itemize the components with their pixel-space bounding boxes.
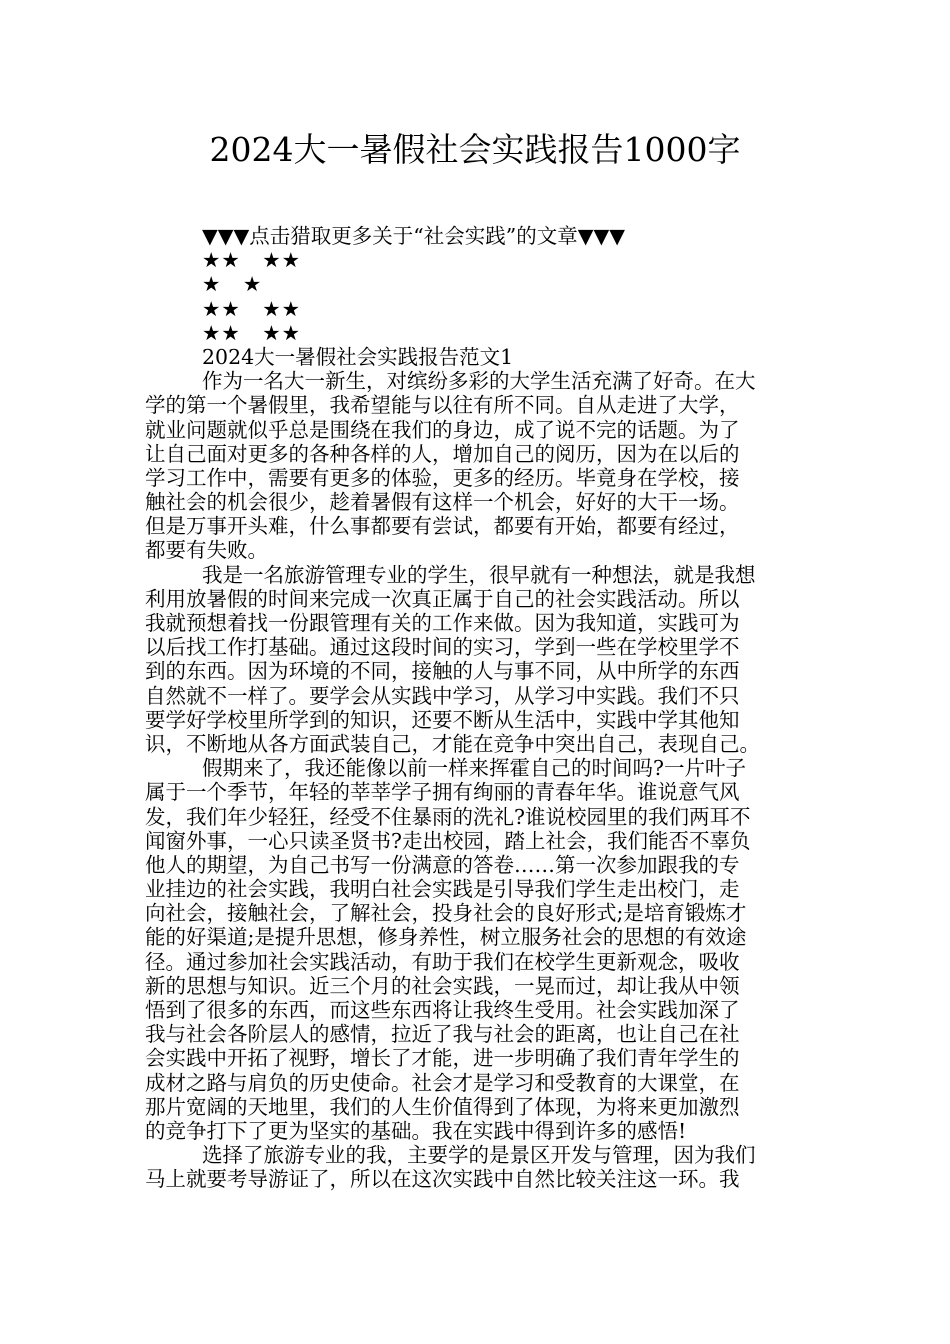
paragraph [145,369,809,563]
paragraph-line: 成材之路与肩负的历史使命。社会才是学习和受教育的大课堂，在 [145,1070,740,1095]
paragraph-line: 学的第一个暑假里，我希望能与以往有所不同。自从走进了大学， [145,393,740,418]
paragraph-line: 悟到了很多的东西，而这些东西将让我终生受用。社会实践加深了 [145,998,740,1022]
paragraph-line: 学习工作中，需要有更多的体验，更多的经历。毕竟身在学校，接 [145,465,740,490]
paragraph-line: 能的好渠道;是提升思想，修身养性，树立服务社会的思想的有效途 [145,925,747,950]
paragraph-line: 利用放暑假的时间来完成一次真正属于自己的社会实践活动。所以 [145,586,740,611]
paragraph-line: 以后找工作打基础。通过这段时间的实习，学到一些在学校里学不 [145,635,740,660]
paragraph [145,1143,809,1191]
star-decoration: ★★ ★★ [202,248,302,273]
paragraph [145,563,809,757]
paragraph-line: 到的东西。因为环境的不同，接触的人与事不同，从中所学的东西 [145,659,740,684]
paragraph-line: 径。通过参加社会实践活动，有助于我们在校学生更新观念，吸收 [145,949,740,974]
star-decoration: ★★ ★★ [202,296,302,321]
paragraph-line: 会实践中开拓了视野，增长了才能，进一步明确了我们青年学生的 [145,1046,740,1071]
paragraph-line: 的竞争打下了更为坚实的基础。我在实践中得到许多的感悟! [145,1118,687,1143]
paragraph-line: 就业问题就似乎总是围绕在我们的身边，成了说不完的话题。为了 [145,417,740,442]
paragraph-line: 都要有失败。 [145,538,268,563]
paragraph [145,756,809,1143]
paragraph-line: 让自己面对更多的各种各样的人，增加自己的阅历，因为在以后的 [145,441,740,466]
document-body [145,224,809,1192]
paragraph-line: 我是一名旅游管理专业的学生，很早就有一种想法，就是我想 [202,562,756,587]
paragraph-line: 我与社会各阶层人的感情，拉近了我与社会的距离，也让自己在社 [145,1022,740,1047]
paragraph-line: 业挂边的社会实践，我明白社会实践是引导我们学生走出校门，走 [145,877,740,902]
paragraph-line: 他人的期望，为自己书写一份满意的答卷……第一次参加跟我的专 [145,852,740,877]
more-articles-link[interactable]: ▼▼▼点击猎取更多关于“社会实践”的文章▼▼▼ [202,224,626,248]
paragraph-line: 识，不断地从各方面武装自己，才能在竞争中突出自己，表现自己。 [145,731,760,756]
paragraph-line: 但是万事开头难，什么事都要有尝试，都要有开始，都要有经过， [145,514,740,539]
paragraph-line: 作为一名大一新生，对缤纷多彩的大学生活充满了好奇。在大 [202,369,756,394]
paragraph-line: 要学好学校里所学到的知识，还要不断从生活中，实践中学其他知 [145,707,740,732]
paragraph-line: 自然就不一样了。要学会从实践中学习，从学习中实践。我们不只 [145,683,740,708]
paragraph-line: 新的思想与知识。近三个月的社会实践，一晃而过，却让我从中领 [145,973,740,998]
paragraph-line: 假期来了，我还能像以前一样来挥霍自己的时间吗?一片叶子 [202,756,746,781]
star-decoration: ★ ★ [202,272,263,297]
star-decoration: ★★ ★★ [202,320,302,345]
paragraph-line: 闻窗外事，一心只读圣贤书?走出校园，踏上社会，我们能否不辜负 [145,828,751,853]
section-heading: 2024大一暑假社会实践报告范文1 [202,344,514,369]
paragraph-line: 向社会，接触社会，了解社会，投身社会的良好形式;是培育锻炼才 [145,901,747,926]
paragraph-line: 我就预想着找一份跟管理有关的工作来做。因为我知道，实践可为 [145,611,740,635]
paragraph-line: 触社会的机会很少，趁着暑假有这样一个机会，好好的大干一场。 [145,490,740,515]
paragraph-line: 发，我们年少轻狂，经受不住暴雨的洗礼?谁说校园里的我们两耳不 [145,804,751,829]
paragraph-line: 属于一个季节，年轻的莘莘学子拥有绚丽的青春年华。谁说意气风 [145,780,740,805]
paragraph-line: 那片宽阔的天地里，我们的人生价值得到了体现，为将来更加激烈 [145,1094,740,1119]
document-title: 2024大一暑假社会实践报告1000字 [209,130,741,169]
paragraph-line: 选择了旅游专业的我，主要学的是景区开发与管理，因为我们 [202,1143,756,1168]
paragraph-line: 马上就要考导游证了，所以在这次实践中自然比较关注这一环。我 [145,1167,740,1192]
